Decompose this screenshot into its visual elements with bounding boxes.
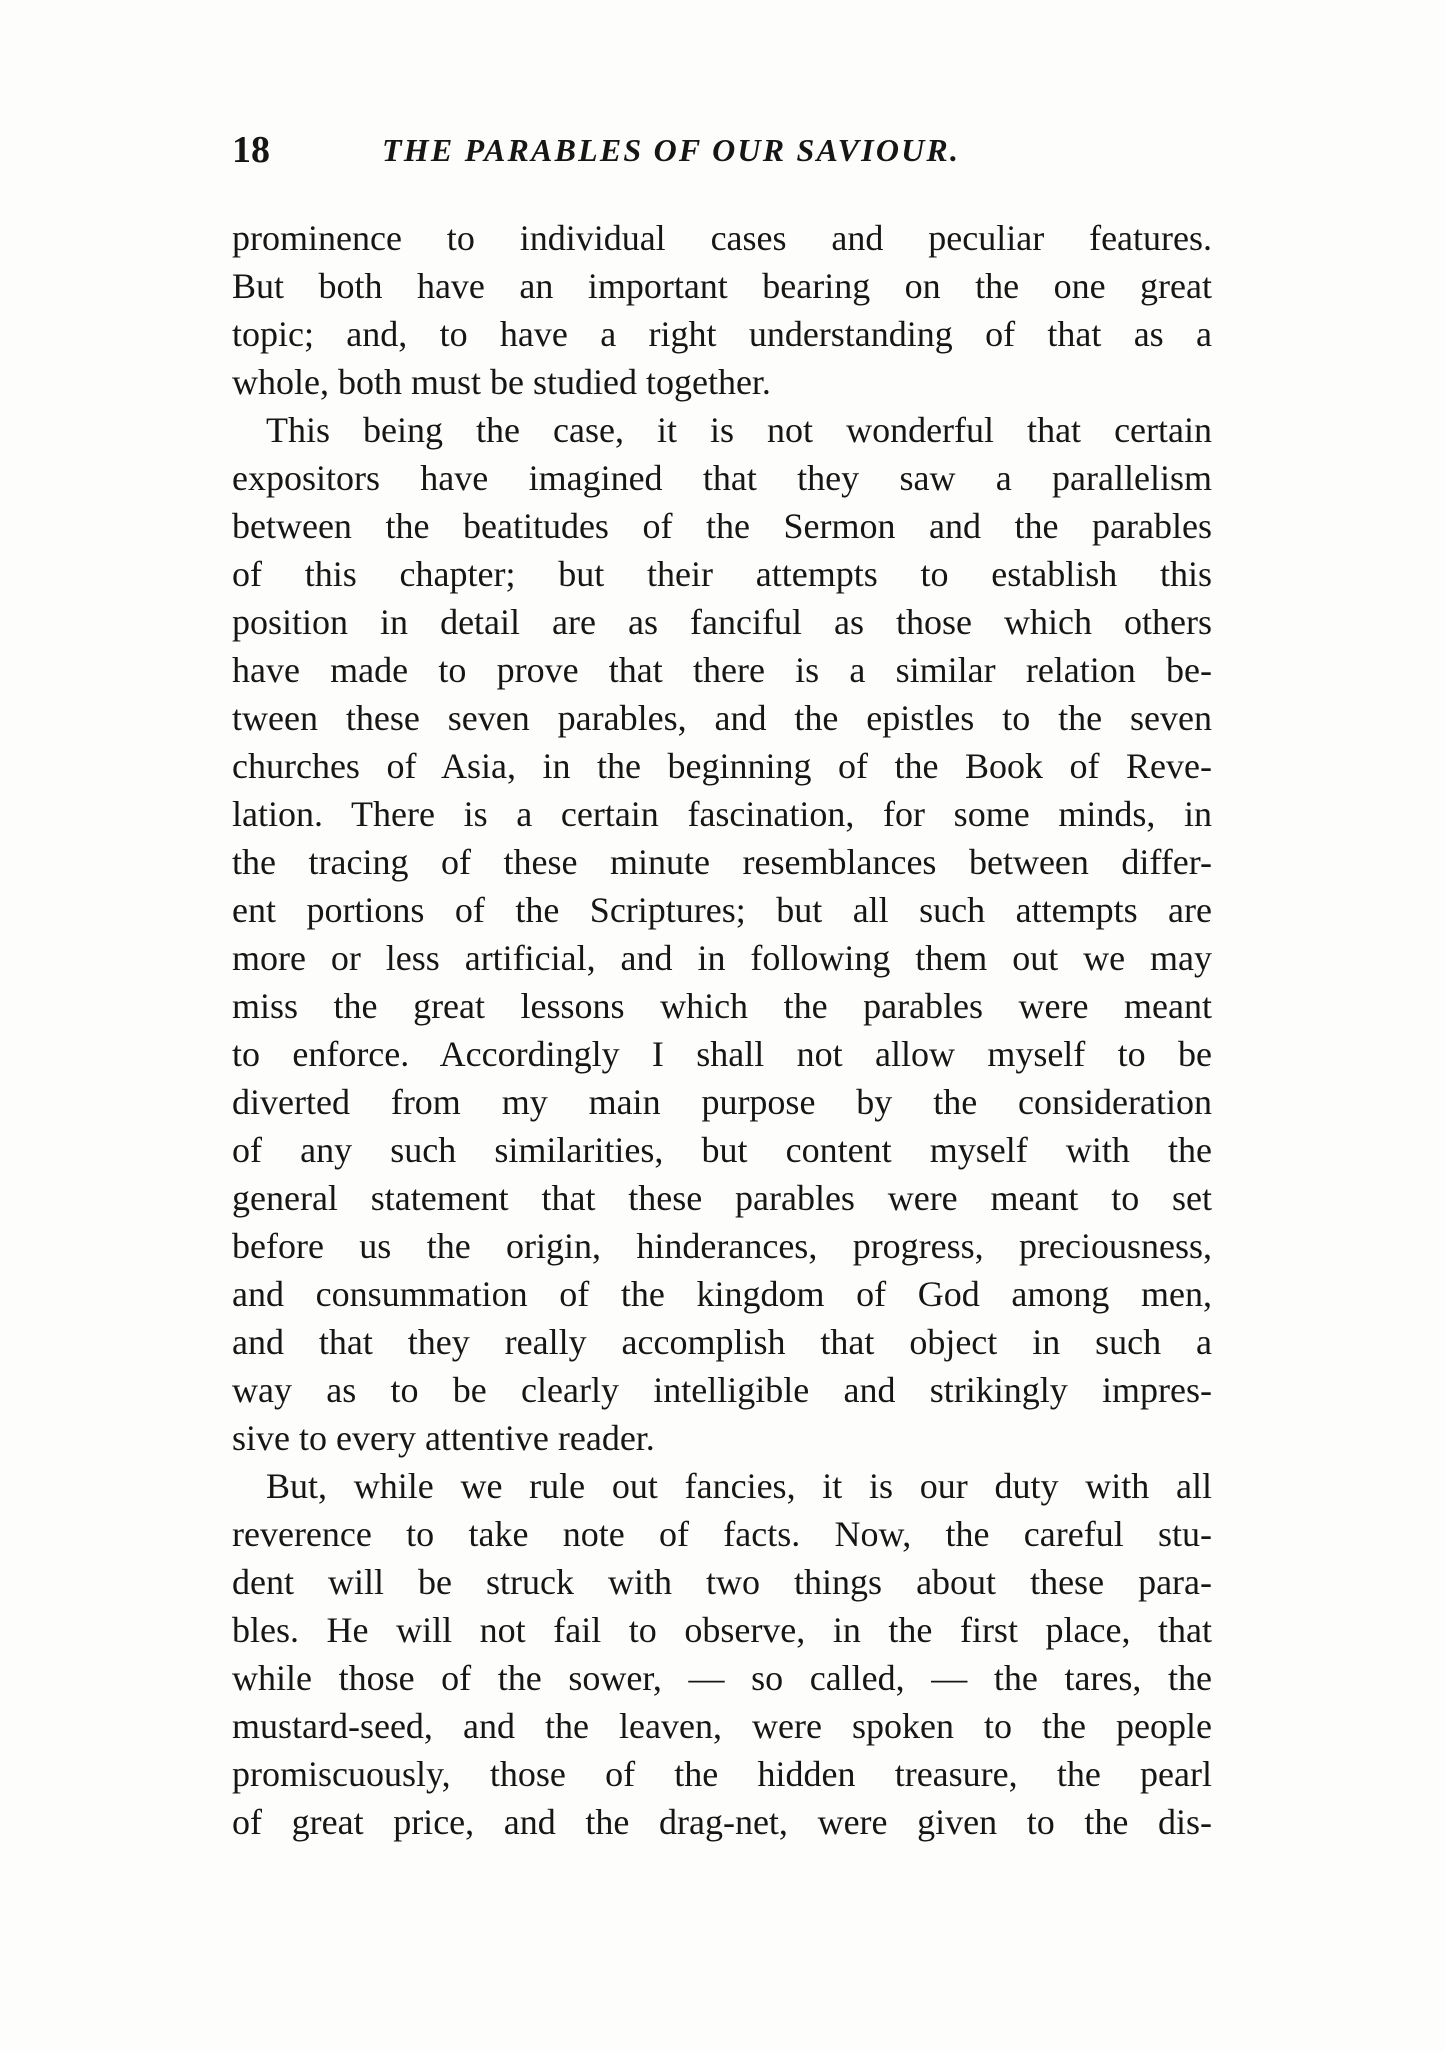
text-line: way as to be clearly intelligible and strikingly impres-: [232, 1370, 1212, 1410]
text-line: But, while we rule out fancies, it is our duty with all: [266, 1466, 1212, 1506]
text-line: of great price, and the drag-net, were given to the dis-: [232, 1802, 1212, 1842]
text-line: churches of Asia, in the beginning of the Book of Reve-: [232, 746, 1212, 786]
text-line: This being the case, it is not wonderful that certain: [266, 410, 1212, 450]
text-line: have made to prove that there is a similar relation be-: [232, 650, 1212, 690]
text-line: prominence to individual cases and peculiar features.: [232, 218, 1212, 258]
text-line: whole, both must be studied together.: [232, 362, 771, 402]
text-line: topic; and, to have a right understanding of that as a: [232, 314, 1212, 354]
text-line: But both have an important bearing on the one great: [232, 266, 1212, 306]
text-line: mustard-seed, and the leaven, were spoken to the people: [232, 1706, 1212, 1746]
text-line: bles. He will not fail to observe, in the first place, that: [232, 1610, 1212, 1650]
page-number: 18: [232, 129, 270, 171]
body-text: [232, 214, 1212, 1846]
running-head: [232, 128, 1212, 178]
text-line: of any such similarities, but content myself with the: [232, 1130, 1212, 1170]
text-line: reverence to take note of facts. Now, the careful stu-: [232, 1514, 1212, 1554]
text-line: between the beatitudes of the Sermon and the parables: [232, 506, 1212, 546]
text-line: of this chapter; but their attempts to establish this: [232, 554, 1212, 594]
text-line: diverted from my main purpose by the consideration: [232, 1082, 1212, 1122]
text-line: tween these seven parables, and the epistles to the seven: [232, 698, 1212, 738]
running-title: THE PARABLES OF OUR SAVIOUR.: [382, 132, 961, 168]
text-line: ent portions of the Scriptures; but all such attempts are: [232, 890, 1212, 930]
text-line: promiscuously, those of the hidden treasure, the pearl: [232, 1754, 1212, 1794]
text-line: expositors have imagined that they saw a parallelism: [232, 458, 1212, 498]
text-line: the tracing of these minute resemblances between differ-: [232, 842, 1212, 882]
text-line: and that they really accomplish that object in such a: [232, 1322, 1212, 1362]
text-line: and consummation of the kingdom of God among men,: [232, 1274, 1212, 1314]
text-line: to enforce. Accordingly I shall not allow myself to be: [232, 1034, 1212, 1074]
text-line: general statement that these parables were meant to set: [232, 1178, 1212, 1218]
text-line: more or less artificial, and in following them out we may: [232, 938, 1212, 978]
text-line: miss the great lessons which the parables were meant: [232, 986, 1212, 1026]
text-line: sive to every attentive reader.: [232, 1418, 655, 1458]
text-line: while those of the sower, — so called, — the tares, the: [232, 1658, 1212, 1698]
text-line: dent will be struck with two things about these para-: [232, 1562, 1212, 1602]
text-line: lation. There is a certain fascination, for some minds, in: [232, 794, 1212, 834]
text-line: position in detail are as fanciful as those which others: [232, 602, 1212, 642]
text-line: before us the origin, hinderances, progress, preciousness,: [232, 1226, 1212, 1266]
